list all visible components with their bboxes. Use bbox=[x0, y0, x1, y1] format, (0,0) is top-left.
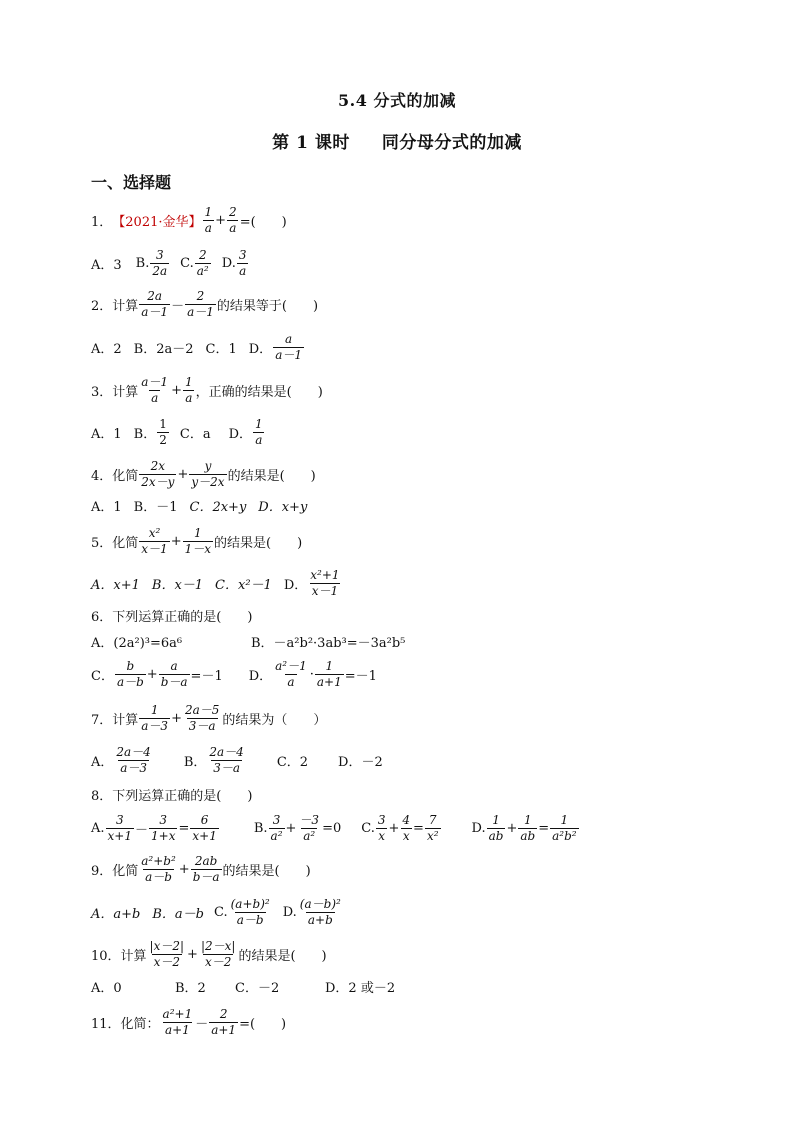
option-a: A．1 bbox=[91, 499, 122, 515]
option-b: B. bbox=[135, 255, 150, 271]
question-6-options-cd: C． $\frac{b}{a-b}$ + $\frac{a}{b-a}$ =－1 D． $\frac{\text{a²－1}}{a}$ · $\frac{1}{a+1}$ =－1 bbox=[91, 658, 377, 689]
option-b: B． bbox=[183, 754, 207, 770]
option-c: C. bbox=[214, 904, 228, 920]
option-a: A．2 bbox=[91, 341, 122, 357]
option-a: A．x+1 bbox=[91, 577, 140, 593]
question-number: 4．化简 bbox=[91, 468, 139, 484]
option-d: D． bbox=[248, 668, 273, 684]
question-number: 8．下列运算正确的是( ) bbox=[91, 788, 253, 804]
question-5: 5．化简 $\frac{\text{x²}}{x-1}$ + $\frac{1}{1-x}$ 的结果是( ) bbox=[91, 525, 303, 556]
question-number: 7．计算 bbox=[91, 712, 139, 728]
question-number: 9．化简 bbox=[91, 863, 139, 879]
period-label: 第 1 课时 bbox=[272, 133, 350, 153]
fraction: $\frac{1}{a}$ bbox=[204, 204, 213, 235]
lesson-title: 5.4 分式的加减 bbox=[338, 91, 456, 110]
lesson-subtitle bbox=[0, 128, 794, 153]
option-c: C. bbox=[361, 820, 375, 836]
fraction: $\frac{2}{a}$ bbox=[229, 204, 237, 235]
question-2-options: A．2 B．2a－2 C．1 D． $\frac{a}{a-1}$ bbox=[91, 331, 302, 362]
option-b: B．－1 bbox=[133, 499, 178, 515]
option-d: D． bbox=[283, 577, 308, 593]
topic-label: 同分母分式的加减 bbox=[381, 133, 522, 153]
option-b: B． bbox=[133, 426, 157, 442]
question-number: 10．计算 bbox=[91, 948, 147, 964]
question-5-options: A．x+1 B．x－1 C．x²－1 D． $\frac{\text{x²+1}}{x-1}$ bbox=[91, 567, 340, 598]
option-c: C．a bbox=[179, 426, 211, 442]
option-d: D. bbox=[221, 255, 236, 271]
question-1: 1． 【2021·金华】 $\frac{1}{a}$ + $\frac{2}{a}$ =( ) bbox=[91, 204, 287, 235]
option-a: A．a+b bbox=[91, 906, 141, 922]
option-a: A．0 bbox=[91, 980, 122, 996]
option-d: D． bbox=[248, 341, 273, 357]
option-d: D．x+y bbox=[258, 499, 308, 515]
question-number: 3．计算 bbox=[91, 384, 139, 400]
option-c: C． bbox=[91, 668, 114, 684]
option-b: B．2 bbox=[175, 980, 206, 996]
question-number: 1． bbox=[91, 214, 113, 230]
option-a: A．3 bbox=[91, 257, 122, 273]
question-number: 11．化简： bbox=[91, 1016, 160, 1032]
question-1-options: A．3 B. $\frac{3}{2a}$ C. $\frac{2}{\text{a²}}$ D. $\frac{3}{a}$ bbox=[91, 247, 247, 278]
question-number: 5．化简 bbox=[91, 535, 139, 551]
option-d: D． bbox=[228, 426, 253, 442]
option-a: A．(2a²)³=6a⁶ bbox=[91, 635, 183, 651]
option-b: B．a－b bbox=[152, 906, 204, 922]
option-b: B．－a²b²·3ab³=－3a²b⁵ bbox=[251, 635, 406, 651]
option-b: B．2a－2 bbox=[133, 341, 194, 357]
question-4: 4．化简 $\frac{2x}{2x-y}$ + $\frac{y}{y-2x}$ 的结果是( ) bbox=[91, 458, 316, 489]
option-d: D. bbox=[471, 820, 486, 836]
question-number: 6．下列运算正确的是( ) bbox=[91, 609, 253, 625]
question-10: 10．计算 $\frac{|x-2|}{x-2}$ + $\frac{|2-x|}{x-2}$ 的结果是( ) bbox=[91, 938, 327, 969]
option-b: B. bbox=[253, 820, 268, 836]
question-2: 2．计算 $\frac{2a}{a-1}$ － $\frac{2}{a-1}$ 的结果等于( ) bbox=[91, 288, 319, 319]
source-tag: 【2021·金华】 bbox=[112, 214, 202, 230]
option-c: C．－2 bbox=[235, 980, 280, 996]
option-c: C．2 bbox=[276, 754, 309, 770]
option-c: C．x²－1 bbox=[215, 577, 272, 593]
question-11: 11．化简： $\frac{\text{a²+1}}{a+1}$ － $\frac{2}{a+1}$ =( ) bbox=[91, 1006, 287, 1037]
question-3-options: A．1 B． $\frac{1}{2}$ C．a D． $\frac{1}{a}$ bbox=[91, 416, 263, 447]
option-c: C. bbox=[180, 255, 194, 271]
option-d: D．2 或－2 bbox=[325, 980, 396, 996]
question-7: 7．计算 $\frac{1}{a-3}$ + $\frac{2a-5}{3-a}$ 的结果为（ ） bbox=[91, 702, 327, 733]
option-a: A．1 bbox=[91, 426, 122, 442]
question-3: 3．计算 $\frac{a-1}{a}$ + $\frac{1}{a}$ ，正确的结果是( ) bbox=[91, 374, 323, 405]
option-c: C．1 bbox=[205, 341, 237, 357]
question-number: 2．计算 bbox=[91, 298, 139, 314]
option-d: D. bbox=[282, 904, 297, 920]
question-9: 9．化简 $\frac{\text{a²+b²}}{a-b}$ + $\frac{2ab}{b-a}$ 的结果是( ) bbox=[91, 853, 311, 884]
section-heading: 一、选择题 bbox=[91, 173, 172, 192]
option-a: A. bbox=[91, 820, 105, 836]
question-9-options: A．a+b B．a－b C. $\frac{\text{(a+b)²}}{a-b}$ D. $\frac{\text{(a－b)²}}{a+b}$ bbox=[91, 896, 341, 927]
option-a: A． bbox=[91, 754, 114, 770]
option-d: D．－2 bbox=[338, 754, 383, 770]
question-8-options: A. $\frac{3}{x+1}$ － $\frac{3}{1+x}$ = $\frac{6}{x+1}$ B. $\frac{3}{\text{a²}}$ + $\frac{-3}{\text{a²}}$ =0 C. $\frac{3}{x}$ + $\frac{4}{x}$ = $\frac{7}{\text{x²}}$ D. $\frac{1}{ab}$ + $\frac{1}{ab}$ = $\frac{1}{\text{a²b²}}$ bbox=[91, 812, 577, 843]
question-7-options: A． $\frac{2a-4}{a-3}$ B． $\frac{2a-4}{3-a}$ C．2 D．－2 bbox=[91, 744, 383, 775]
option-c: C．2x+y bbox=[189, 499, 247, 515]
option-b: B．x－1 bbox=[151, 577, 204, 593]
